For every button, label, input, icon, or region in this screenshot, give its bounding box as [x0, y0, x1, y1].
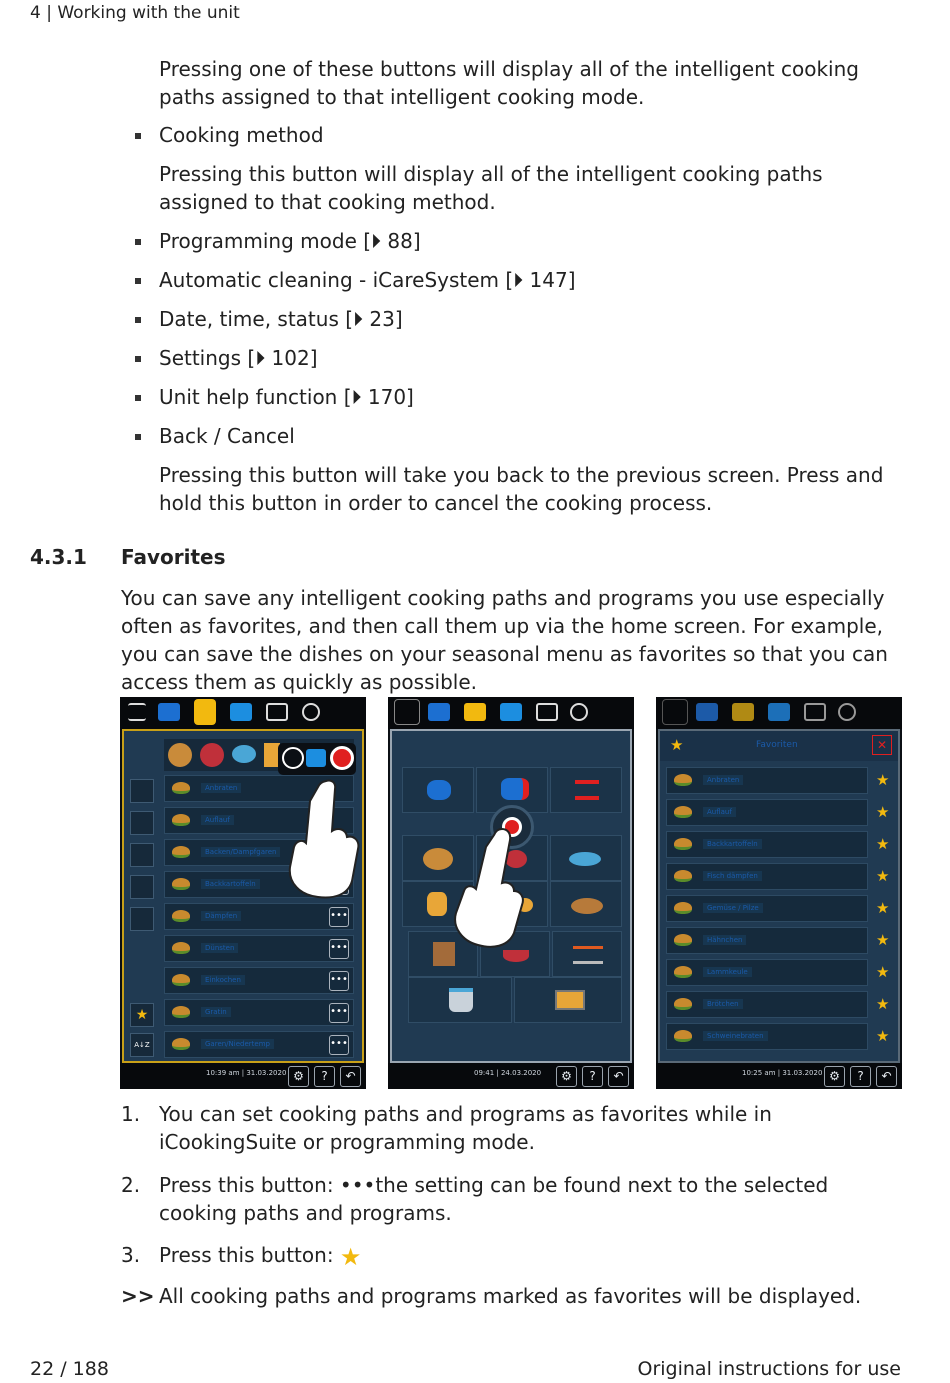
mode-description: Pressing one of these buttons will display all of the intelligent cooking paths assigned to that intelligent cooking mode. — [159, 57, 859, 109]
dish-icon — [172, 846, 190, 858]
more-options-button[interactable]: ••• — [329, 1003, 349, 1023]
pointing-hand-icon — [440, 821, 530, 951]
list-item[interactable]: Backkartoffeln — [666, 831, 868, 858]
method-flame[interactable] — [552, 931, 622, 977]
top-bar — [656, 697, 902, 729]
list-item[interactable]: Auflauf — [666, 799, 868, 826]
programming-icon[interactable] — [536, 703, 558, 721]
section-body: You can save any intelligent cooking paths and programs you use especially often as favorites, and then call them up via the home screen. For example, you can save the dishes on your seasonal menu as favorites so that you can access them as quickly as possible. — [121, 586, 888, 694]
favorite-star-icon: ★ — [339, 1243, 362, 1271]
dish-icon — [172, 942, 190, 954]
method-pot[interactable] — [408, 977, 512, 1023]
menu-icon[interactable] — [128, 703, 146, 721]
favorite-star-icon[interactable]: ★ — [876, 803, 890, 821]
list-item[interactable]: Gemüse / Pilze — [666, 895, 868, 922]
step-text: You can set cooking paths and programs as favorites while in iCookingSuite or programming mode. — [159, 1102, 772, 1154]
step-number: 3. — [121, 1243, 141, 1267]
method-oven[interactable] — [514, 977, 622, 1023]
sidebar-pot-icon[interactable] — [130, 843, 154, 867]
step-number: 1. — [121, 1102, 141, 1126]
back-button[interactable]: ↶ — [608, 1066, 629, 1087]
category-fish[interactable] — [550, 835, 622, 881]
bakery-mode-icon[interactable] — [230, 703, 252, 721]
list-item[interactable]: Anbraten — [164, 775, 354, 802]
favorite-star-icon[interactable]: ★ — [876, 867, 890, 885]
favorite-star-icon[interactable]: ★ — [876, 771, 890, 789]
result-text: All cooking paths and programs marked as favorites will be displayed. — [159, 1284, 862, 1308]
running-header: 4 | Working with the unit — [30, 3, 240, 23]
programming-icon[interactable] — [804, 703, 826, 721]
close-button[interactable]: ✕ — [872, 735, 892, 755]
bullet-programming-mode: Programming mode [⏵ 88] — [159, 229, 421, 253]
screenshot-favorites-list — [656, 697, 902, 1089]
favorites-screen — [658, 729, 900, 1063]
date-time-status[interactable]: 09:41 | 24.03.2020 — [474, 1069, 542, 1077]
dish-icon — [172, 1006, 190, 1018]
bakery-mode-icon[interactable] — [500, 703, 522, 721]
bottom-bar — [388, 1063, 634, 1089]
bullet-date-time-status: Date, time, status [⏵ 23] — [159, 307, 403, 331]
back-cancel-description: Pressing this button will take you back to the previous screen. Press and hold this button in order to cancel the cooking process. — [159, 463, 884, 515]
bullet-cooking-method: Cooking method — [159, 123, 324, 147]
dish-icon — [674, 998, 692, 1010]
category-bakery[interactable] — [550, 881, 622, 927]
help-button[interactable]: ? — [582, 1066, 603, 1087]
more-options-button[interactable]: ••• — [329, 1035, 349, 1055]
list-item[interactable]: Brötchen — [666, 991, 868, 1018]
dish-icon — [674, 966, 692, 978]
dish-icon — [674, 870, 692, 882]
combi-icon — [501, 778, 529, 800]
dish-icon — [674, 902, 692, 914]
page-number: 22 / 188 — [30, 1358, 109, 1380]
result-marker: >> — [121, 1284, 155, 1308]
cleaning-icon[interactable] — [570, 703, 588, 721]
mode-cell-steam[interactable] — [402, 767, 474, 813]
dry-heat-icon — [575, 780, 599, 800]
section-title: Favorites — [121, 545, 226, 569]
list-item[interactable]: Fisch dämpfen — [666, 863, 868, 890]
dish-icon — [172, 782, 190, 794]
poultry-icon[interactable] — [168, 743, 192, 767]
pot-icon — [449, 988, 473, 1012]
sidebar-star-icon[interactable]: ★ — [130, 1003, 154, 1027]
dish-icon — [674, 1030, 692, 1042]
dish-icon — [172, 878, 190, 890]
dish-icon — [674, 934, 692, 946]
method-sidebar — [130, 775, 156, 1065]
bullet-settings: Settings [⏵ 102] — [159, 346, 318, 370]
favorite-star-icon[interactable]: ★ — [876, 835, 890, 853]
poultry-mode-icon[interactable] — [464, 703, 486, 721]
list-item[interactable]: Hähnchen — [666, 927, 868, 954]
more-options-button[interactable]: ••• — [329, 939, 349, 959]
list-item[interactable]: Schweinebraten — [666, 1023, 868, 1050]
bottom-bar — [120, 1063, 366, 1089]
meat-icon[interactable] — [200, 743, 224, 767]
list-item[interactable]: Dämpfen ••• — [164, 903, 354, 930]
sidebar-pan-icon[interactable] — [130, 811, 154, 835]
dish-icon — [674, 806, 692, 818]
favorite-star-icon[interactable]: ★ — [876, 931, 890, 949]
back-button[interactable]: ↶ — [340, 1066, 361, 1087]
pan-icon — [503, 950, 529, 962]
bullet-back-cancel: Back / Cancel — [159, 424, 295, 448]
screenshot-cooking-paths-list — [120, 697, 366, 1089]
list-item[interactable]: Backen/Dampfgaren — [164, 839, 354, 866]
list-item[interactable]: Auflauf — [164, 807, 354, 834]
bullet-automatic-cleaning: Automatic cleaning - iCareSystem [⏵ 147] — [159, 268, 576, 292]
favorite-star-icon[interactable]: ★ — [876, 995, 890, 1013]
settings-button[interactable]: ⚙ — [824, 1066, 845, 1087]
bullet-unit-help: Unit help function [⏵ 170] — [159, 385, 414, 409]
cooking-method-description: Pressing this button will display all of the intelligent cooking paths assigned to that cooking method. — [159, 162, 823, 214]
more-options-button[interactable]: ••• — [329, 907, 349, 927]
dish-icon — [172, 1038, 190, 1050]
list-item[interactable]: Anbraten — [666, 767, 868, 794]
list-item[interactable]: Dünsten ••• — [164, 935, 354, 962]
oven-icon — [555, 990, 585, 1010]
bottom-bar — [656, 1063, 902, 1089]
favorites-star-icon: ★ — [670, 736, 684, 754]
favorite-star-icon[interactable]: ★ — [876, 899, 890, 917]
help-button[interactable]: ? — [314, 1066, 335, 1087]
sort-icon[interactable]: A↓Z — [130, 1033, 154, 1057]
menu-icon[interactable] — [394, 699, 420, 725]
steam-icon — [427, 780, 451, 800]
poultry-mode-icon[interactable] — [194, 699, 216, 725]
top-bar — [388, 697, 634, 729]
screenshot-home-screen — [388, 697, 634, 1089]
cooking-screen — [122, 729, 364, 1063]
mode-cell-dry-heat[interactable] — [550, 767, 622, 813]
favorites-header — [660, 731, 898, 761]
sidebar-oven-icon[interactable] — [130, 875, 154, 899]
section-number: 4.3.1 — [30, 545, 87, 569]
menu-icon[interactable] — [662, 699, 688, 725]
footer-title: Original instructions for use — [637, 1358, 901, 1380]
more-options-glyph: ••• — [339, 1173, 376, 1197]
pointing-hand-icon — [274, 771, 364, 901]
settings-button[interactable]: ⚙ — [288, 1066, 309, 1087]
cleaning-icon[interactable] — [838, 703, 856, 721]
steam-mode-icon[interactable] — [696, 703, 718, 721]
home-screen — [390, 729, 632, 1063]
cleaning-icon[interactable] — [302, 703, 320, 721]
date-time-status[interactable]: 10:25 am | 31.03.2020 — [742, 1069, 823, 1077]
dish-icon — [674, 774, 692, 786]
fish-icon — [569, 852, 601, 866]
steam-mode-icon[interactable] — [158, 703, 180, 721]
step-text: Press this button: •••the setting can be found next to the selected cooking paths and programs. — [159, 1173, 829, 1225]
bakery-mode-icon[interactable] — [768, 703, 790, 721]
poultry-mode-icon[interactable] — [732, 703, 754, 721]
dish-icon — [172, 974, 190, 986]
dish-icon — [172, 814, 190, 826]
top-bar — [120, 697, 366, 729]
help-button[interactable]: ? — [850, 1066, 871, 1087]
bread-icon — [571, 898, 603, 914]
list-item[interactable]: Einkochen ••• — [164, 967, 354, 994]
programming-icon[interactable] — [266, 703, 288, 721]
timer-icon[interactable] — [282, 747, 304, 769]
step-text: Press this button: ★ — [159, 1243, 362, 1271]
back-button[interactable]: ↶ — [876, 1066, 897, 1087]
list-item[interactable]: Gratin ••• — [164, 999, 354, 1026]
program-icon[interactable] — [306, 749, 326, 767]
dish-icon — [674, 838, 692, 850]
settings-button[interactable]: ⚙ — [556, 1066, 577, 1087]
sidebar-flame-icon[interactable] — [130, 907, 154, 931]
step-number: 2. — [121, 1173, 141, 1197]
favorite-star-icon[interactable]: ★ — [876, 1027, 890, 1045]
date-time-status[interactable]: 10:39 am | 31.03.2020 — [206, 1069, 287, 1077]
dish-icon — [172, 910, 190, 922]
steam-mode-icon[interactable] — [428, 703, 450, 721]
list-item[interactable]: Backkartoffeln — [164, 871, 354, 898]
favorite-star-icon[interactable]: ★ — [876, 963, 890, 981]
sidebar-grill-icon[interactable] — [130, 779, 154, 803]
favorites-title: Favoriten — [756, 740, 798, 750]
fish-icon[interactable] — [232, 745, 256, 763]
favorite-record-icon[interactable] — [330, 746, 354, 770]
list-item[interactable]: Garen/Niedertemp ••• — [164, 1031, 354, 1058]
flame-icon — [573, 946, 603, 964]
list-item[interactable]: Lammkeule — [666, 959, 868, 986]
more-options-button[interactable]: ••• — [329, 971, 349, 991]
